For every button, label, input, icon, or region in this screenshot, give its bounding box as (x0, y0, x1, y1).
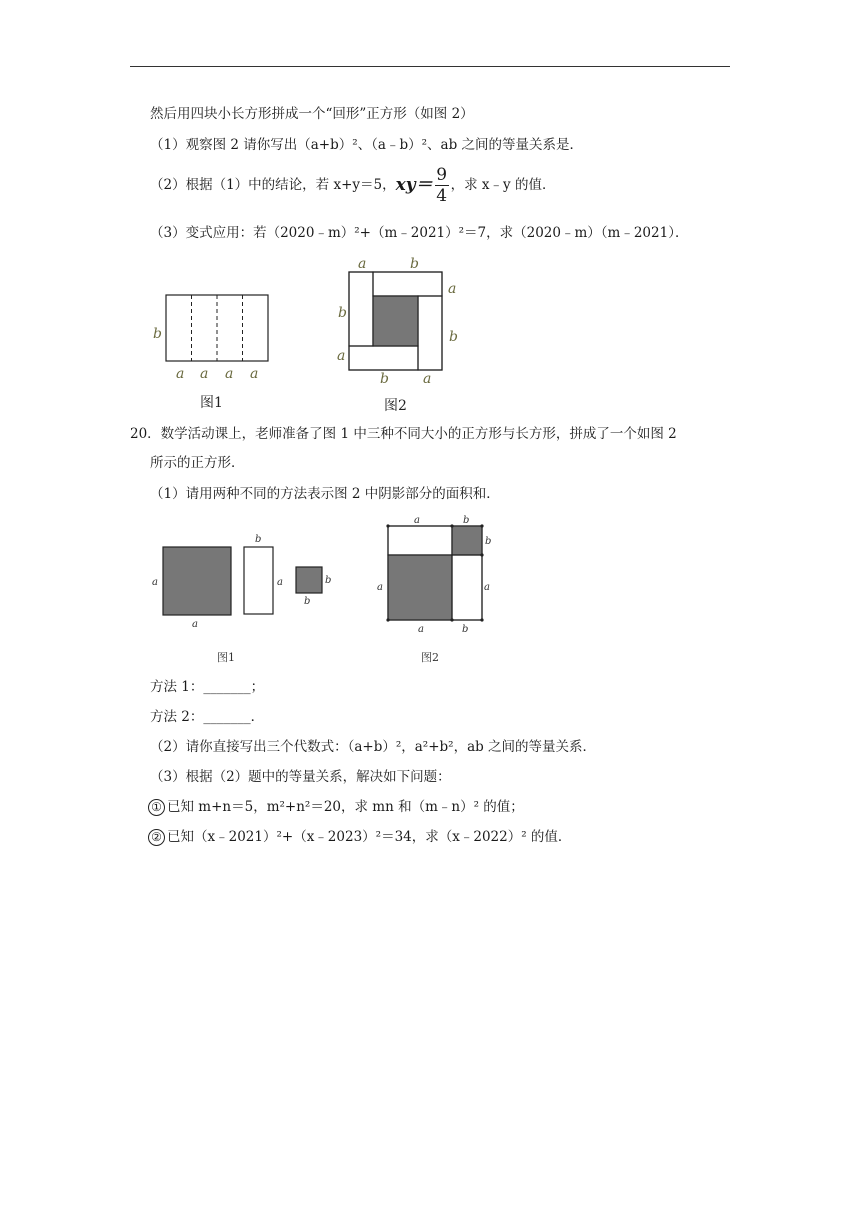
rect-bottom (349, 346, 418, 370)
fraction-numerator: 9 (436, 164, 448, 185)
rect-right (418, 296, 442, 370)
question-part-2 (150, 160, 555, 210)
label-a: a (414, 515, 420, 526)
figure-caption: 图1 (217, 651, 235, 664)
label-b: b (380, 371, 389, 387)
method-1: 方法 1：_______； (150, 679, 265, 695)
label-a: a (200, 366, 209, 382)
label-a: a (418, 624, 424, 635)
bottom-figure-1 (152, 534, 331, 664)
label-a: a (337, 348, 346, 364)
intro-line: 然后用四块小长方形拼成一个“回形”正方形（如图 2） (150, 106, 474, 122)
fraction-denominator: 4 (436, 185, 448, 206)
figure-caption: 图2 (421, 651, 439, 664)
small-shaded-square (296, 567, 322, 593)
large-shaded-square (163, 547, 231, 615)
label-b: b (304, 596, 311, 607)
question-part-2-text-b: ，求 x﹣y 的值． (450, 177, 556, 193)
circled-number-2: ② (148, 829, 165, 846)
rect-bottom-right (452, 555, 482, 620)
shaded-center-square (373, 296, 418, 346)
question-part-3: （3）变式应用：若（2020﹣m）²+（m﹣2021）²＝7，求（2020﹣m）（m﹣2021）． (150, 225, 689, 241)
circled-number-1: ① (148, 799, 165, 816)
header-rule (130, 66, 730, 67)
sub-question-1 (148, 798, 524, 816)
label-a: a (192, 619, 198, 630)
rect-top-left (388, 526, 452, 555)
label-a: a (423, 371, 432, 387)
label-b: b (463, 515, 470, 526)
sub-question-2-text: 已知（x﹣2021）²+（x﹣2023）²＝34，求（x﹣2022）² 的值． (167, 829, 572, 845)
label-a: a (377, 582, 383, 593)
label-a: a (277, 577, 283, 588)
method-2: 方法 2：_______． (150, 709, 265, 725)
rect-left (349, 272, 373, 346)
question-20-part-3: （3）根据（2）题中的等量关系，解决如下问题： (150, 769, 451, 785)
label-b: b (485, 536, 492, 547)
question-20-line-1: 20．数学活动课上，老师准备了图 1 中三种不同大小的正方形与长方形，拼成了一个如图 2 (130, 426, 677, 442)
label-a: a (358, 256, 367, 272)
top-figure-1 (153, 295, 268, 411)
top-figure-2 (337, 256, 458, 414)
label-a: a (250, 366, 259, 382)
label-b: b (338, 305, 347, 321)
bottom-figure-2 (377, 515, 491, 664)
figure-caption: 图1 (200, 395, 223, 411)
question-20-part-2: （2）请你直接写出三个代数式：（a+b）²，a²+b²，ab 之间的等量关系． (150, 739, 597, 755)
rect-top (373, 272, 442, 296)
label-a: a (152, 577, 158, 588)
label-a: a (484, 582, 490, 593)
question-part-2-text-a: （2）根据（1）中的结论，若 x+y＝5， (150, 177, 396, 193)
label-b: b (325, 575, 332, 586)
bottom-figures (0, 510, 860, 670)
question-20-part-1: （1）请用两种不同的方法表示图 2 中阴影部分的面积和． (150, 486, 500, 502)
label-a: a (176, 366, 185, 382)
question-part-1: （1）观察图 2 请你写出（a+b）²、（a﹣b）²、ab 之间的等量关系是． (150, 137, 584, 153)
label-b: b (410, 256, 419, 272)
top-figures (0, 250, 860, 420)
sub-question-1-text: 已知 m+n＝5，m²+n²＝20，求 mn 和（m﹣n）² 的值； (167, 799, 524, 815)
label-b: b (462, 624, 469, 635)
label-a: a (448, 281, 457, 297)
figure-caption: 图2 (384, 398, 407, 414)
large-shaded-square (388, 555, 452, 620)
sub-question-2 (148, 828, 571, 846)
small-shaded-square (452, 526, 482, 555)
fraction (435, 166, 449, 205)
question-20-line-2: 所示的正方形． (150, 455, 245, 471)
rectangle-ab (244, 547, 273, 614)
label-a: a (225, 366, 234, 382)
xy-expression: xy＝ (395, 175, 433, 195)
label-b: b (449, 329, 458, 345)
label-b: b (255, 534, 262, 545)
label-b: b (153, 326, 162, 342)
